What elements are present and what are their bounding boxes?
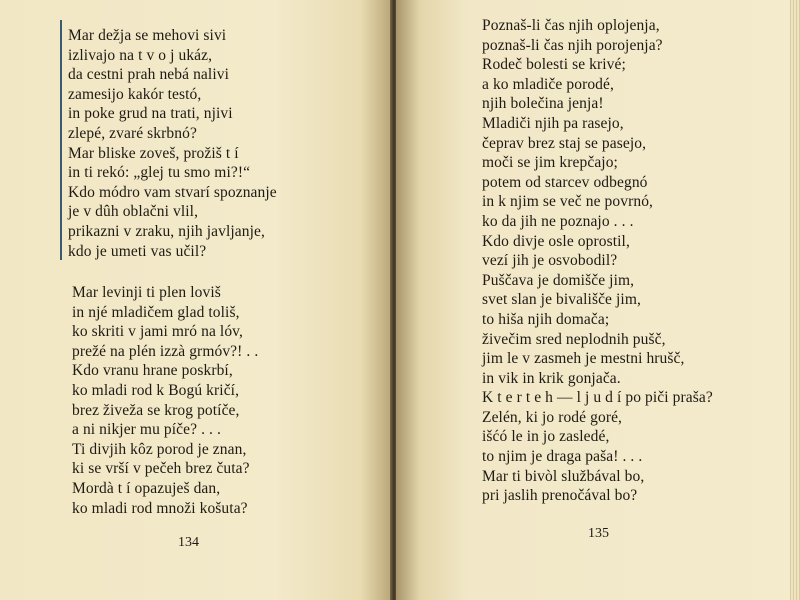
poem-line: zamesijo kakór testó, (68, 85, 202, 103)
poem-line: Mladiči njih pa rasejo, (482, 114, 624, 132)
poem-line: čeprav brez staj se pasejo, (482, 134, 647, 152)
poem-line: a ni nikjer mu píče? . . . (72, 421, 221, 439)
left-page (0, 0, 392, 600)
poem-line: zlepé, zvaré skrbnó? (68, 124, 197, 142)
poem-line: izlivajo na t v o j ukáz, (68, 46, 213, 64)
poem-line: Mordà t í opazuješ dan, (72, 479, 221, 497)
margin-marker-line (60, 20, 62, 260)
poem-line: ki se vrší v pečeh brez čuta? (72, 460, 250, 478)
poem-line: Mar ti bivòl službával bo, (482, 467, 645, 485)
poem-line: a ko mladiče porodé, (482, 75, 614, 93)
right-page (396, 0, 800, 600)
right-poem-text (482, 16, 713, 506)
poem-line: ko da jih ne poznajo . . . (482, 212, 634, 230)
poem-line: potem od starcev odbegnó (482, 173, 648, 191)
page-number-right: 135 (588, 526, 609, 541)
poem-line: Kdo divje osle oprostil, (482, 232, 630, 250)
page-edge (790, 0, 800, 600)
poem-line: ko mladi rod množi košuta? (72, 499, 248, 517)
poem-line: Rodeč bolesti se krivé; (482, 56, 626, 74)
poem-line: kdo je umeti vas učil? (68, 242, 207, 260)
poem-line: in poke grud na trati, njivi (68, 105, 233, 123)
poem-line: Kdo vranu hrane poskrbí, (72, 362, 233, 380)
poem-line: Puščava je domišče jim, (482, 271, 635, 289)
poem-line: in ti rekó: „glej tu smo mi?!“ (68, 164, 251, 182)
poem-line: to hiša njih domača; (482, 310, 610, 328)
poem-line: prikazni v zraku, njih javljanje, (68, 222, 265, 240)
poem-line: njih bolečina jenja! (482, 95, 604, 113)
poem-line: Mar dežja se mehovi sivi (68, 27, 227, 44)
poem-line: ko skriti v jami mró na lóv, (72, 323, 243, 341)
poem-line: vezí jih je osvobodil? (482, 252, 618, 270)
poem-line: živečim sred neplodnih pušč, (482, 330, 666, 348)
poem-line: išćó le in jo zasledé, (482, 428, 610, 446)
poem-line: Poznaš-li čas njih oplojenja, (482, 17, 660, 34)
poem-line: je v dûh oblačni vlil, (68, 203, 199, 221)
page-number-left: 134 (178, 535, 199, 550)
poem-line: prežé na plén izzà grmóv?! . . (72, 342, 259, 360)
poem-line: Zelén, ki jo rodé goré, (482, 408, 623, 426)
poem-line: to njim je draga paša! . . . (482, 448, 643, 466)
poem-line: Ti divjih kôz porod je znan, (72, 440, 247, 458)
poem-line: Mar levinji ti plen loviš (72, 284, 221, 301)
poem-line: Kdo módro vam stvarí spoznanje (68, 183, 277, 201)
poem-line: Mar bliske zoveš, prožiš t í (68, 144, 239, 162)
poem-line: jim le v zasmeh je mestni hrušč, (482, 350, 685, 368)
poem-line: in k njim se več ne povrnó, (482, 193, 654, 211)
poem-line: pri jaslih prenočával bo? (482, 487, 638, 505)
stanza-2 (72, 283, 258, 518)
poem-line: K t e r t e h — l j u d í po piči praša? (482, 389, 713, 407)
poem-line: brez živeža se krog potíče, (72, 401, 240, 419)
poem-line: in njé mladičem glad toliš, (72, 303, 240, 321)
poem-line: moči se jim krepčajo; (482, 154, 618, 172)
poem-line: poznaš-li čas njih porojenja? (482, 36, 663, 54)
poem-line: svet slan je bivališče jim, (482, 291, 641, 309)
poem-line: in vik in krik gonjača. (482, 369, 621, 387)
poem-line: ko mladi rod k Bogú kričí, (72, 381, 240, 399)
stanza-1 (68, 26, 277, 261)
poem-line: da cestni prah nebá nalivi (68, 66, 229, 84)
